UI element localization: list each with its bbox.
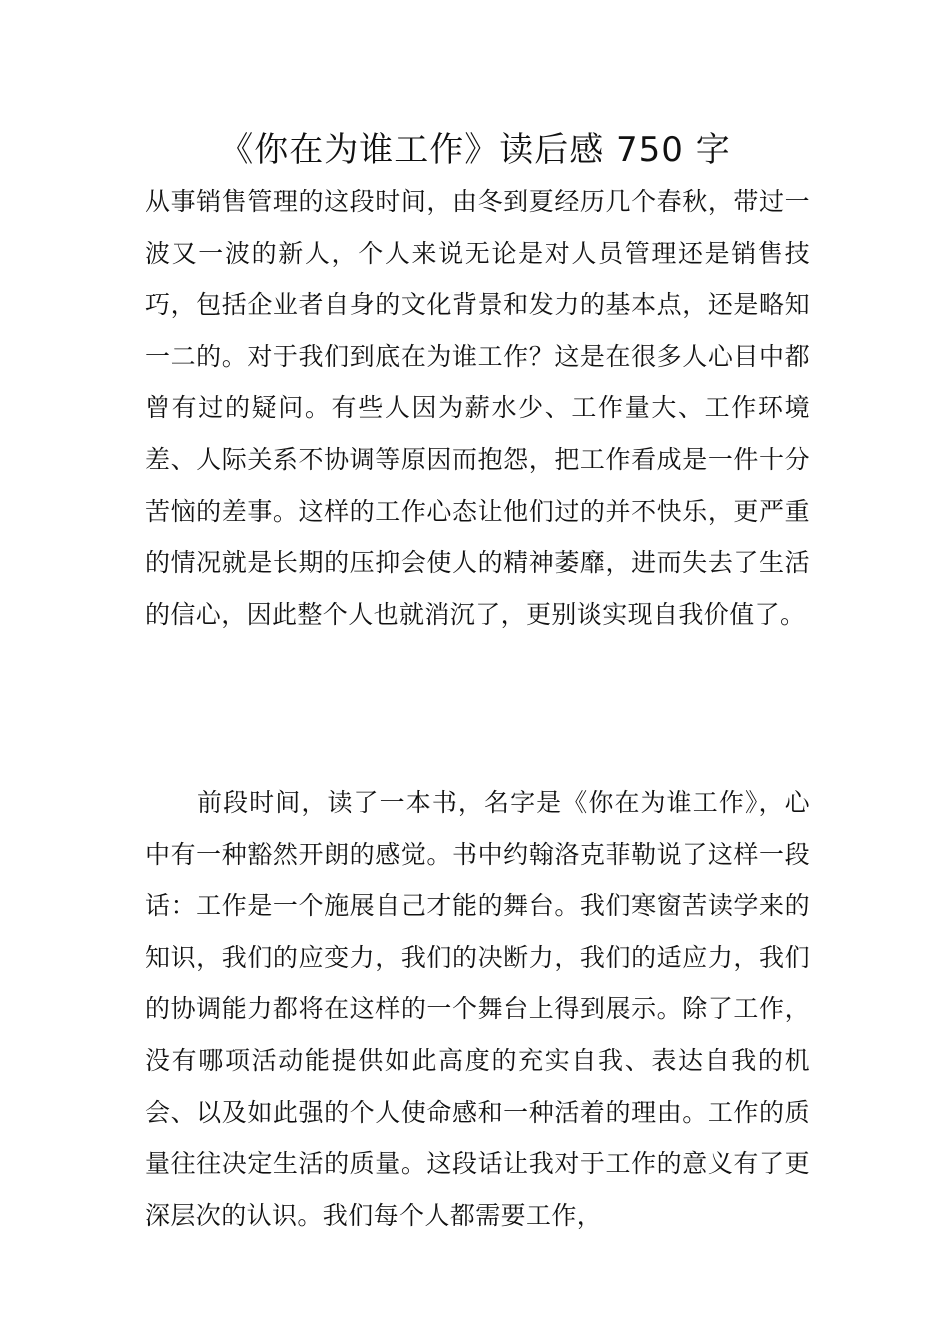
document-title: 《你在为谁工作》读后感 750 字 — [219, 130, 731, 170]
paragraph-1: 从事销售管理的这段时间，由冬到夏经历几个春秋，带过一波又一波的新人，个人来说无论是对人员管理还是销售技巧，包括企业者自身的文化背景和发力的基本点，还是略知一二的。对于我们到底在为谁工作？这是在很多人心目中都曾有过的疑问。有些人因为薪水少、工作量大、工作环境差、人际关系不协调等原因而抱怨，把工作看成是一件十分苦恼的差事。这样的工作心态让他们过的并不快乐，更严重的情况就是长期的压抑会使人的精神萎靡，进而失去了生活的信心，因此整个人也就消沉了，更别谈实现自我价值了。 — [145, 187, 810, 629]
paragraph-2: 前段时间，读了一本书，名字是《你在为谁工作》，心中有一种豁然开朗的感觉。书中约翰洛克菲勒说了这样一段话：工作是一个施展自己才能的舞台。我们寒窗苦读学来的知识，我们的应变力，我们的决断力，我们的适应力，我们的协调能力都将在这样的一个舞台上得到展示。除了工作，没有哪项活动能提供如此高度的充实自我、表达自我的机会、以及如此强的个人使命感和一种活着的理由。工作的质量往往决定生活的质量。这段话让我对于工作的意义有了更深层次的认识。我们每个人都需要工作， — [145, 788, 810, 1230]
